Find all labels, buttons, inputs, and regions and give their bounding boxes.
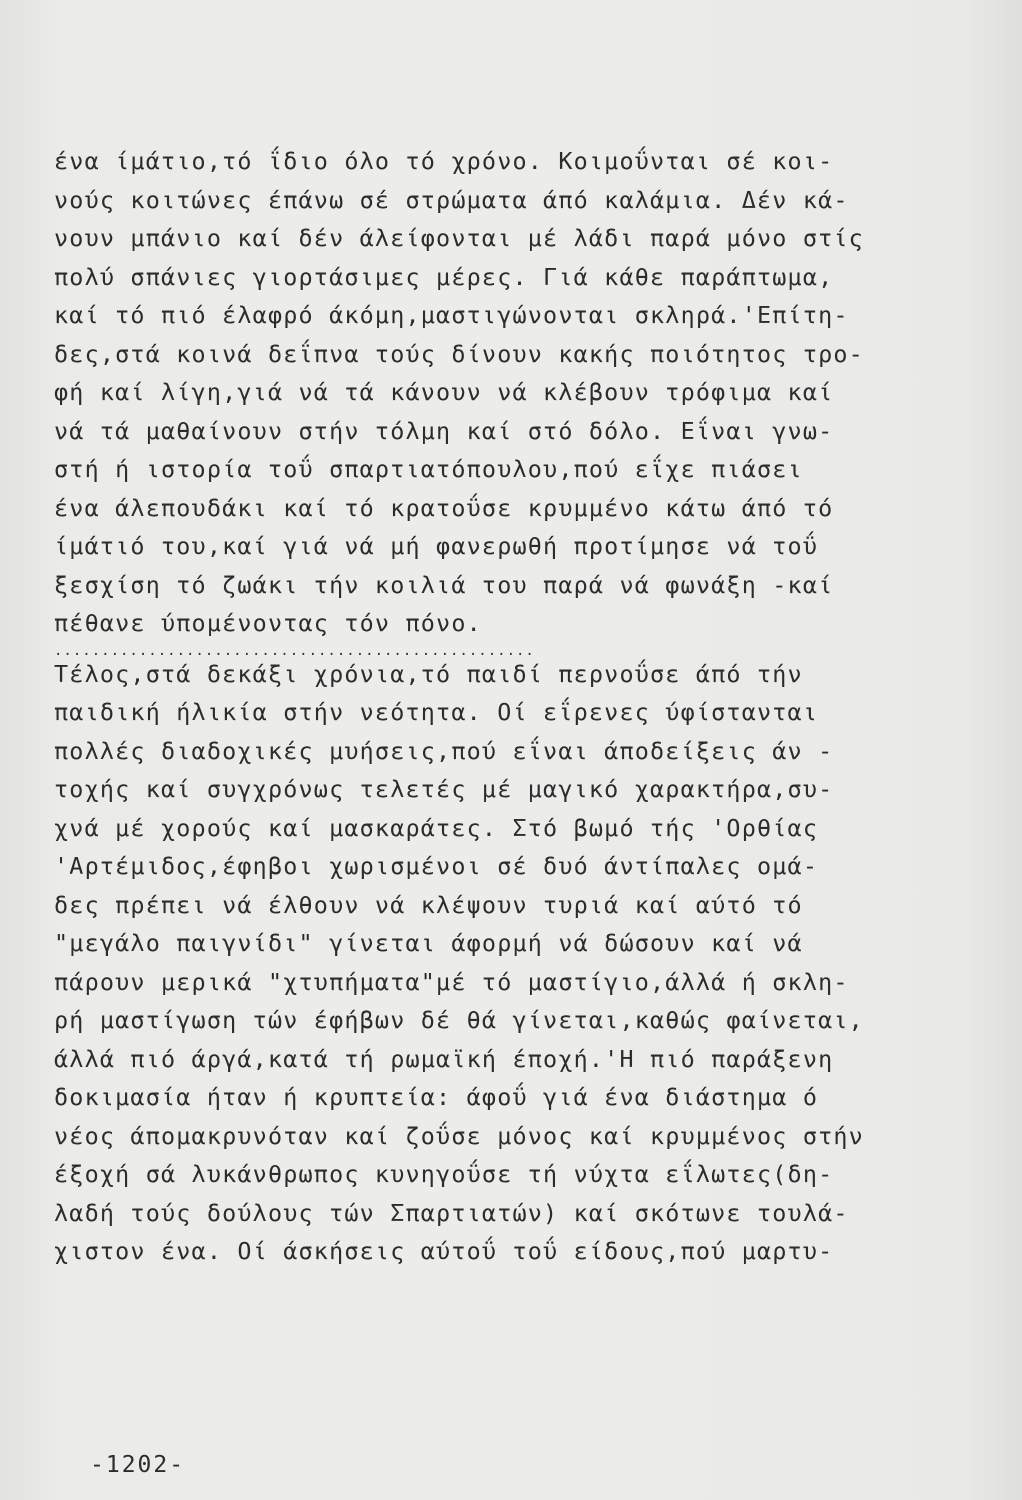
text-line: νά τά μαθαίνουν στήν τόλμη καί στό δόλο. Εΐναι γνω-: [54, 416, 834, 445]
text-line: δες,στά κοινά δεΐπνα τούς δίνουν κακής ποιότητος τρο-: [54, 339, 864, 368]
text-line: νουν μπάνιο καί δέν άλείφονται μέ λάδι παρά μόνο στίς: [54, 224, 864, 252]
text-line: πολύ σπάνιες γιορτάσιμες μέρες. Γιά κάθε παράπτωμα,: [54, 262, 834, 291]
dotted-separator: ...................................................: [54, 644, 535, 657]
page-number: -1202-: [90, 1452, 186, 1478]
text-line: παιδική ήλικία στήν νεότητα. Οί εΐρενες ύφίστανται: [54, 698, 819, 726]
body-text: [54, 142, 954, 1271]
text-line: δες πρέπει νά έλθουν νά κλέψουν τυριά καί αύτό τό: [54, 890, 803, 919]
text-line: πάρουν μερικά "χτυπήματα"μέ τό μαστίγιο,άλλά ή σκλη-: [54, 967, 849, 996]
text-line: ένα ίμάτιο,τό ΐδιο όλο τό χρόνο. Κοιμοΰνται σέ κοι-: [54, 147, 834, 175]
text-line: νέος άπομακρυνόταν καί ζοΰσε μόνος καί κρυμμένος στήν: [54, 1121, 864, 1150]
text-line: έξοχή σά λυκάνθρωπος κυνηγοΰσε τή νύχτα εΐλωτες(δη-: [54, 1160, 834, 1188]
text-line: ένα άλεπουδάκι καί τό κρατοΰσε κρυμμένο κάτω άπό τό: [54, 493, 834, 522]
text-line: "μεγάλο παιγνίδι" γίνεται άφορμή νά δώσουν καί νά: [54, 929, 803, 957]
text-line: πέθανε ύπομένοντας τόν πόνο.: [54, 609, 482, 637]
text-line: δοκιμασία ήταν ή κρυπτεία: άφοΰ γιά ένα διάστημα ό: [54, 1083, 819, 1111]
text-line: ξεσχίση τό ζωάκι τήν κοιλιά του παρά νά φωνάξη -καί: [54, 570, 834, 599]
text-line: Τέλος,στά δεκάξι χρόνια,τό παιδί περνοΰσε άπό τήν: [54, 659, 803, 688]
text-line: άλλά πιό άργά,κατά τή ρωμαϊκή έποχή.'Η πιό παράξενη: [54, 1044, 834, 1073]
text-line: χνά μέ χορούς καί μασκαράτες. Στό βωμό τής 'Ορθίας: [54, 813, 819, 842]
text-line: νούς κοιτώνες έπάνω σέ στρώματα άπό καλάμια. Δέν κά-: [54, 185, 849, 214]
text-line: πολλές διαδοχικές μυήσεις,πού εΐναι άποδείξεις άν -: [54, 736, 834, 765]
text-line: φή καί λίγη,γιά νά τά κάνουν νά κλέβουν τρόφιμα καί: [54, 378, 834, 406]
text-line: τοχής καί συγχρόνως τελετές μέ μαγικό χαρακτήρα,συ-: [54, 775, 834, 803]
text-line: στή ή ιστορία τοΰ σπαρτιατόπουλου,πού εΐχε πιάσει: [54, 455, 803, 483]
text-line: ρή μαστίγωση τών έφήβων δέ θά γίνεται,καθώς φαίνεται,: [54, 1006, 864, 1034]
text-line: χιστον ένα. Οί άσκήσεις αύτοΰ τοΰ είδους,πού μαρτυ-: [54, 1237, 834, 1265]
text-line: 'Αρτέμιδος,έφηβοι χωρισμένοι σέ δυό άντίπαλες ομά-: [54, 852, 819, 880]
text-line: λαδή τούς δούλους τών Σπαρτιατών) καί σκότωνε τουλά-: [54, 1198, 849, 1227]
text-line: ίμάτιό του,καί γιά νά μή φανερωθή προτίμησε νά τοΰ: [54, 532, 819, 560]
text-line: καί τό πιό έλαφρό άκόμη,μαστιγώνονται σκληρά.'Επίτη-: [54, 301, 849, 329]
